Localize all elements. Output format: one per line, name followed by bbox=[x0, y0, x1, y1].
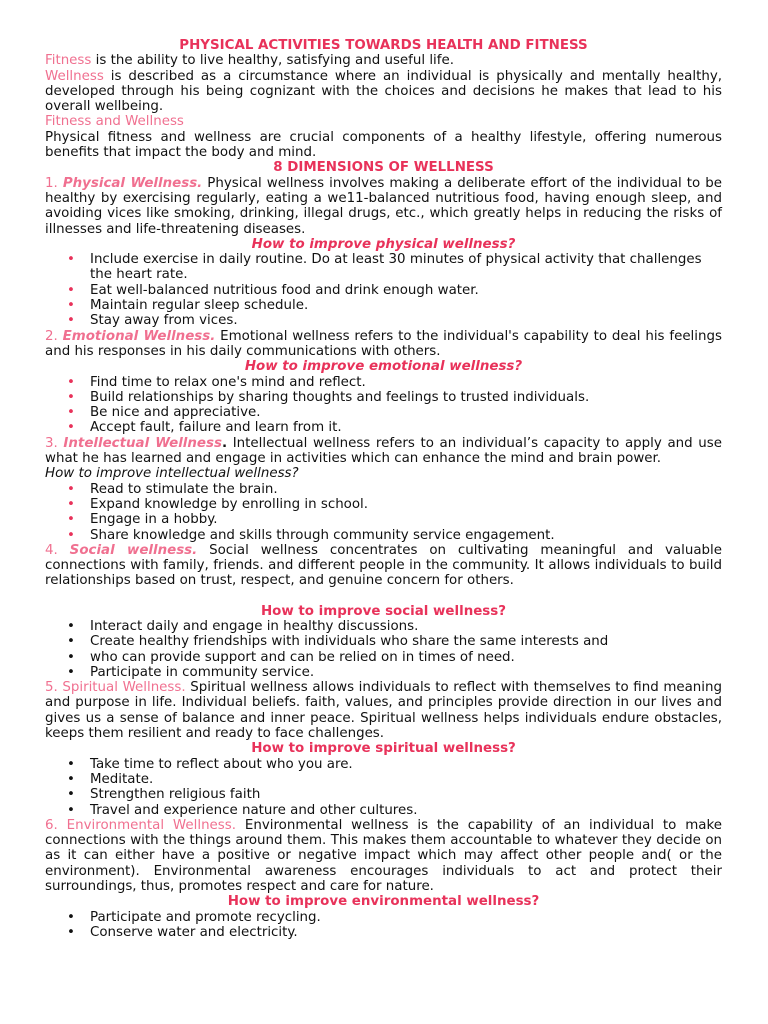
fitness-keyword: Fitness bbox=[45, 53, 92, 69]
social-list bbox=[45, 619, 722, 680]
environmental-wellness-paragraph: 6. Environmental Wellness. Environmental wellness is the capability of an individual to make connections with the things around them. This makes them accountable to whatever they decide on as it can either have a positive or negative impact which may affect other people and( or the environment). Environmental awareness encourages individuals to act and protect their surroundings, thus, promotes respect and care for nature. bbox=[45, 817, 722, 895]
list-item: • Take time to reflect about who you are. bbox=[67, 756, 353, 772]
emotional-how-heading: How to improve emotional wellness? bbox=[244, 359, 523, 375]
emotional-wellness-title: Emotional Wellness. bbox=[62, 328, 216, 344]
bullet-icon: • bbox=[67, 252, 75, 268]
intellectual-wellness-title: Intellectual Wellness bbox=[63, 435, 222, 451]
bullet-icon: • bbox=[67, 787, 75, 803]
bullet-icon: • bbox=[67, 664, 75, 680]
bullet-icon: • bbox=[67, 771, 75, 787]
list-item: • Stay away from vices. bbox=[67, 313, 238, 329]
social-how-heading: How to improve social wellness? bbox=[260, 603, 507, 619]
social-wellness-title: Social wellness. bbox=[69, 542, 198, 558]
list-item: • Be nice and appreciative. bbox=[67, 405, 261, 421]
bullet-icon: • bbox=[67, 374, 75, 390]
bullet-icon: • bbox=[67, 802, 75, 818]
bullet-icon: • bbox=[67, 756, 75, 772]
fitness-wellness-text: Physical fitness and wellness are crucial components of a healthy lifestyle, offering numerous benefits that impact the body and mind. bbox=[45, 129, 722, 161]
wellness-definition: Wellness is described as a circumstance where an individual is physically and mentally healthy, developed through his being cognizant with the choices and decisions he makes that lead to his overall wellbeing. bbox=[45, 68, 722, 115]
bullet-icon: • bbox=[67, 649, 75, 665]
bullet-icon: • bbox=[67, 496, 75, 512]
bullet-icon: • bbox=[67, 405, 75, 421]
list-item: • Expand knowledge by enrolling in school. bbox=[67, 496, 369, 512]
emotional-list bbox=[45, 375, 722, 436]
spiritual-wellness-paragraph: 5. Spiritual Wellness. Spiritual wellness allows individuals to reflect with themselves to find meaning and purpose in life. Individual beliefs. faith, values, and principles provide direction in our lives and gives us a sense of balance and inner peace. Spiritual wellness helps individuals endure obstacles, keeps them resilient and ready to face challenges. bbox=[45, 680, 722, 742]
spacer bbox=[45, 589, 722, 604]
list-item: • Interact daily and engage in healthy discussions. bbox=[67, 618, 419, 634]
list-item: • Maintain regular sleep schedule. bbox=[67, 298, 309, 314]
list-item: • Read to stimulate the brain. bbox=[67, 481, 278, 497]
list-item: • Find time to relax one's mind and reflect. bbox=[67, 374, 366, 390]
list-item: • Create healthy friendships with individuals who share the same interests and bbox=[67, 634, 609, 650]
intellectual-wellness-paragraph: 3. Intellectual Wellness. Intellectual wellness refers to an individual’s capacity to apply and use what he has learned and engage in activities which can enhance the mind and brain power. bbox=[45, 435, 722, 467]
intellectual-how-heading: How to improve intellectual wellness? bbox=[45, 466, 299, 482]
list-item: • Accept fault, failure and learn from it. bbox=[67, 420, 342, 436]
list-item: • Engage in a hobby. bbox=[67, 512, 218, 528]
bullet-icon: • bbox=[67, 298, 75, 314]
bullet-icon: • bbox=[67, 282, 75, 298]
document-page bbox=[45, 38, 722, 940]
spiritual-wellness-title: 5. Spiritual Wellness. bbox=[45, 680, 186, 696]
emotional-wellness-paragraph: 2. Emotional Wellness. Emotional wellness refers to the individual's capability to deal his feelings and his responses in his daily communications with others. bbox=[45, 328, 722, 359]
fitness-definition: Fitness is the ability to live healthy, satisfying and useful life. bbox=[45, 53, 454, 69]
bullet-icon: • bbox=[67, 512, 75, 528]
dimensions-heading: 8 DIMENSIONS OF WELLNESS bbox=[273, 160, 494, 176]
list-item: • Share knowledge and skills through community service engagement. bbox=[67, 527, 555, 543]
list-item: • Meditate. bbox=[67, 771, 154, 787]
intellectual-list bbox=[45, 482, 722, 543]
environmental-list bbox=[45, 910, 722, 941]
list-item: • Strengthen religious faith bbox=[67, 787, 261, 803]
environmental-wellness-title: 6. Environmental Wellness. bbox=[45, 817, 237, 833]
social-wellness-paragraph: 4. Social wellness. Social wellness concentrates on cultivating meaningful and valuable connections with family, friends. and different people in the community. It allows individuals to build relationships based on trust, respect, and genuine concern for others. bbox=[45, 542, 722, 589]
list-item: • Participate and promote recycling. bbox=[67, 909, 321, 925]
physical-wellness-paragraph: 1. Physical Wellness. Physical wellness involves making a deliberate effort of the individual to be healthy by exercising regularly, eating a we11-balanced nutritious food, having enough sleep, and avoiding vices like smoking, drinking, illegal drugs, etc., which greatly helps in reducing the risks of illnesses and life-threatening diseases. bbox=[45, 175, 722, 237]
physical-how-heading: How to improve physical wellness? bbox=[251, 236, 516, 252]
physical-list bbox=[45, 252, 722, 328]
fitness-wellness-heading: Fitness and Wellness bbox=[45, 114, 184, 130]
bullet-icon: • bbox=[67, 924, 75, 940]
bullet-icon: • bbox=[67, 909, 75, 925]
bullet-icon: • bbox=[67, 313, 75, 329]
bullet-icon: • bbox=[67, 420, 75, 436]
list-item: • Include exercise in daily routine. Do at least 30 minutes of physical activity that challenges the heart rate. bbox=[67, 252, 702, 283]
environmental-how-heading: How to improve environmental wellness? bbox=[227, 894, 540, 910]
bullet-icon: • bbox=[67, 389, 75, 405]
bullet-icon: • bbox=[67, 634, 75, 650]
list-item: • Participate in community service. bbox=[67, 664, 315, 680]
physical-wellness-title: Physical Wellness. bbox=[62, 175, 203, 191]
list-item: • Conserve water and electricity. bbox=[67, 924, 298, 940]
bullet-icon: • bbox=[67, 618, 75, 634]
list-item: • Travel and experience nature and other cultures. bbox=[67, 802, 418, 818]
bullet-icon: • bbox=[67, 527, 75, 543]
list-item: • who can provide support and can be relied on in times of need. bbox=[67, 649, 515, 665]
list-item: • Build relationships by sharing thoughts and feelings to trusted individuals. bbox=[67, 389, 590, 405]
document-title: PHYSICAL ACTIVITIES TOWARDS HEALTH AND FITNESS bbox=[179, 38, 588, 53]
spiritual-how-heading: How to improve spiritual wellness? bbox=[251, 741, 516, 757]
bullet-icon: • bbox=[67, 481, 75, 497]
spiritual-list bbox=[45, 757, 722, 818]
wellness-keyword: Wellness bbox=[45, 68, 104, 84]
list-item: • Eat well-balanced nutritious food and drink enough water. bbox=[67, 282, 479, 298]
